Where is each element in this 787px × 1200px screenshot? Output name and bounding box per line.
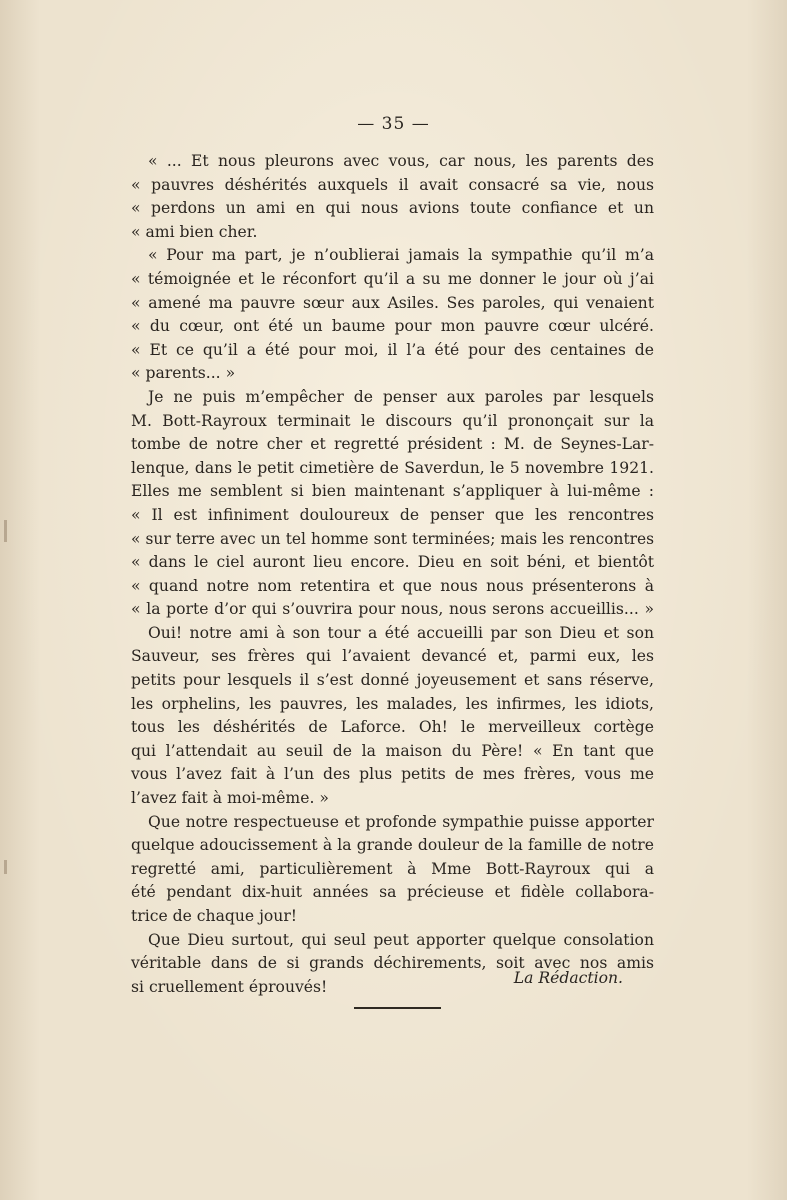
text-line: vous l’avez fait à l’un des plus petits de mes frères, vous me [131,765,654,784]
page-edge-mark [4,860,7,874]
text-line: « pauvres déshérités auxquels il avait consacré sa vie, nous [131,175,654,194]
text-line: lenque, dans le petit cimetière de Saverdun, le 5 novembre 1921. [131,458,654,477]
text-line: trice de chaque jour! [131,907,298,925]
text-line: si cruellement éprouvés! [131,977,328,996]
text-line: « la porte d’or qui s’ouvrira pour nous, nous serons accueillis... » [131,600,654,619]
text-line: « ... Et nous pleurons avec vous, car nous, les parents des [148,152,654,170]
text-line: les orphelins, les pauvres, les malades, les infirmes, les idiots, [131,694,654,713]
text-line: « sur terre avec un tel homme sont terminées; mais les rencontres [131,529,654,548]
text-line: tombe de notre cher et regretté président : M. de Seynes-Lar- [131,435,654,454]
text-line: regretté ami, particulièrement à Mme Bott-Rayroux qui a [131,859,654,878]
text-line: tous les déshérités de Laforce. Oh! le merveilleux cortège [131,718,654,737]
text-line: quelque adoucissement à la grande douleur de la famille de notre [131,836,654,855]
text-line: petits pour lesquels il s’est donné joyeusement et sans réserve, [131,671,654,690]
text-line: Elles me semblent si bien maintenant s’appliquer à lui-même : [131,482,654,501]
text-line: M. Bott-Rayroux terminait le discours qu’il prononçait sur la [131,411,654,430]
text-line: « amené ma pauvre sœur aux Asiles. Ses paroles, qui venaient [131,293,654,312]
text-line: « parents... » [131,364,236,383]
text-line: Que notre respectueuse et profonde sympathie puisse apporter [148,812,654,831]
page-number: — 35 — [357,114,430,134]
page-edge-mark [4,520,7,542]
text-line: « Il est infiniment douloureux de penser que les rencontres [131,505,654,524]
text-line: « témoignée et le réconfort qu’il a su me donner le jour où j’ai [131,269,654,288]
text-line: Sauveur, ses frères qui l’avaient devancé et, parmi eux, les [131,647,654,666]
text-line: l’avez fait à moi-même. » [131,789,329,808]
text-line: véritable dans de si grands déchirements, soit avec nos amis [131,954,654,973]
text-line: été pendant dix-huit années sa précieuse et fidèle collabora- [131,883,654,902]
closing-rule [354,1007,441,1009]
text-line: « dans le ciel auront lieu encore. Dieu en soit béni, et bientôt [131,553,654,572]
text-line: « Et ce qu’il a été pour moi, il l’a été pour des centaines de [131,340,654,359]
text-line: « Pour ma part, je n’oublierai jamais la sympathie qu’il m’a [148,246,654,265]
text-line: Que Dieu surtout, qui seul peut apporter quelque consolation [148,930,654,949]
text-line: Je ne puis m’empêcher de penser aux paroles par lesquels [148,387,654,406]
text-line: « perdons un ami en qui nous avions toute confiance et un [131,199,654,218]
text-line: qui l’attendait au seuil de la maison du Père! « En tant que [131,741,654,760]
text-line: Oui! notre ami à son tour a été accueilli par son Dieu et son [148,623,654,642]
text-line: « du cœur, ont été un baume pour mon pauvre cœur ulcéré. [131,317,654,336]
text-line: « ami bien cher. [131,222,258,241]
body-text [131,150,654,999]
text-line: « quand notre nom retentira et que nous nous présenterons à [131,576,654,595]
signature: La Rédaction. [513,969,623,987]
